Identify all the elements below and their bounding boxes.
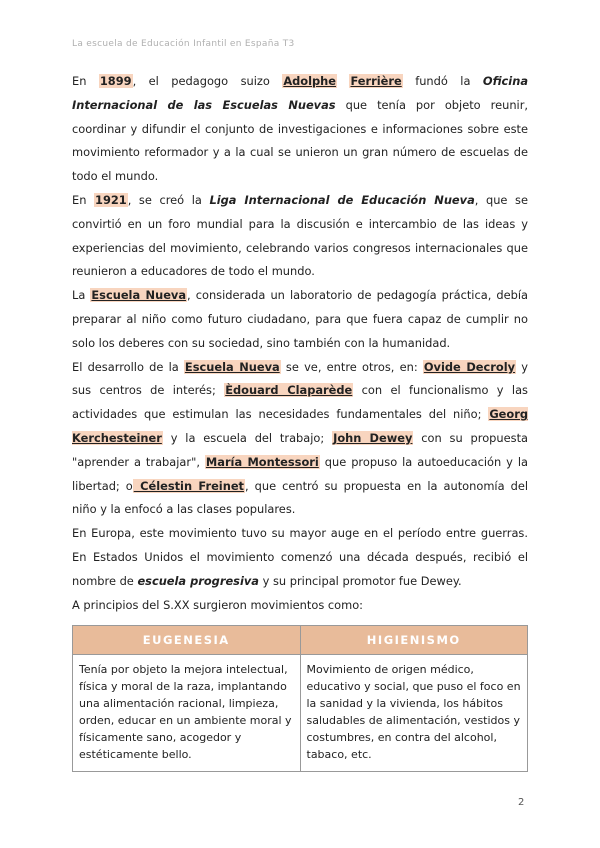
text-span: que tenía por objeto reunir, coordinar y difundir el conjunto de investigaciones e informaciones sobre este movimiento reformador y a la cual se unieron un gran número de escuelas de todo el mundo. bbox=[72, 97, 529, 184]
text-span: , el pedagogo suizo bbox=[132, 74, 283, 88]
text-span: y la escuela del trabajo; bbox=[162, 430, 333, 445]
emphasized-term: escuela progresiva bbox=[137, 573, 259, 588]
table-header-higienismo: HIGIENISMO bbox=[300, 626, 528, 655]
paragraph-2 bbox=[72, 189, 528, 284]
highlight-name: Georg Kerchesteiner bbox=[72, 407, 528, 445]
paragraph-1 bbox=[72, 70, 528, 189]
text-span: que propuso la autoeducación y la libertad; o bbox=[72, 454, 528, 493]
text-span: , se creó la bbox=[127, 192, 210, 207]
text-span: fundó la bbox=[402, 74, 483, 88]
paragraph-4 bbox=[72, 356, 528, 523]
text-span: En Europa, este movimiento tuvo su mayor auge en el período entre guerras. En Estados Unidos el movimiento comenzó una década después, recibió el nombre de bbox=[72, 526, 528, 588]
table-row bbox=[73, 655, 528, 772]
text-span: , que centró su propuesta en la autonomía del niño y la enfocó a las clases populares. bbox=[72, 478, 528, 517]
highlight-term: Escuela Nueva bbox=[184, 359, 280, 374]
movements-table bbox=[72, 625, 528, 772]
document-body bbox=[72, 70, 528, 617]
highlight-year: 1921 bbox=[95, 192, 127, 207]
text-span: se ve, entre otros, en: bbox=[280, 359, 423, 374]
page-number: 2 bbox=[518, 797, 525, 808]
paragraph-6: A principios del S.XX surgieron movimientos como: bbox=[72, 597, 364, 612]
highlight-year: 1899 bbox=[99, 74, 132, 88]
highlight-name: Ovide Decroly bbox=[423, 359, 516, 374]
table-cell-eugenesia: Tenía por objeto la mejora intelectual, física y moral de la raza, implantando una alimentación racional, limpieza, orden, educar en un ambiente moral y físicamente sano, acogedor y estéticamente bello. bbox=[73, 655, 301, 772]
highlight-name: Èdouard Claparède bbox=[225, 383, 353, 398]
text-span: con su propuesta "aprender a trabajar", bbox=[72, 430, 529, 469]
table-cell-higienismo: Movimiento de origen médico, educativo y social, que puso el foco en la sanidad y la vivienda, los hábitos saludables de alimentación, vestidos y costumbres, en contra del alcohol, tabaco, etc. bbox=[300, 655, 528, 772]
text-span: La bbox=[72, 288, 91, 303]
text-span: En bbox=[72, 74, 99, 88]
highlight-name: John Dewey bbox=[333, 430, 413, 445]
highlight-name: Ferrière bbox=[350, 74, 402, 88]
text-span: , considerada un laboratorio de pedagogía práctica, debía preparar al niño como futuro ciudadano, para que fuera capaz de cumplir no solo los deberes con su sociedad, sino también con la humanidad. bbox=[72, 288, 529, 350]
text-span: y sus centros de interés; bbox=[72, 359, 528, 398]
text-span: con el funcionalismo y las actividades que estimulan las necesidades fundamentales del niño; bbox=[72, 383, 528, 422]
text-span: y su principal promotor fue Dewey. bbox=[258, 573, 462, 588]
highlight-name: Célestin Freinet bbox=[133, 478, 244, 493]
highlight-name: Adolphe bbox=[283, 74, 336, 88]
text-span: , que se convirtió en un foro mundial para la discusión e intercambio de las ideas y experiencias del movimiento, celebrando varios congresos internacionales que reunieron a educadores de todo el mundo. bbox=[72, 192, 528, 279]
text-span: El desarrollo de la bbox=[72, 359, 184, 374]
highlight-term: Escuela Nueva bbox=[91, 288, 187, 303]
text-span: En bbox=[72, 192, 95, 207]
organization-name: Oficina Internacional de las Escuelas Nuevas bbox=[72, 74, 529, 112]
paragraph-5 bbox=[72, 522, 528, 593]
running-header: La escuela de Educación Infantil en España T3 bbox=[72, 39, 295, 49]
table-header-eugenesia: EUGENESIA bbox=[73, 626, 301, 655]
organization-name: Liga Internacional de Educación Nueva bbox=[209, 192, 475, 207]
paragraph-3 bbox=[72, 284, 528, 355]
text-span bbox=[337, 74, 349, 88]
table-header-row bbox=[73, 626, 528, 655]
highlight-name: María Montessori bbox=[205, 454, 319, 469]
